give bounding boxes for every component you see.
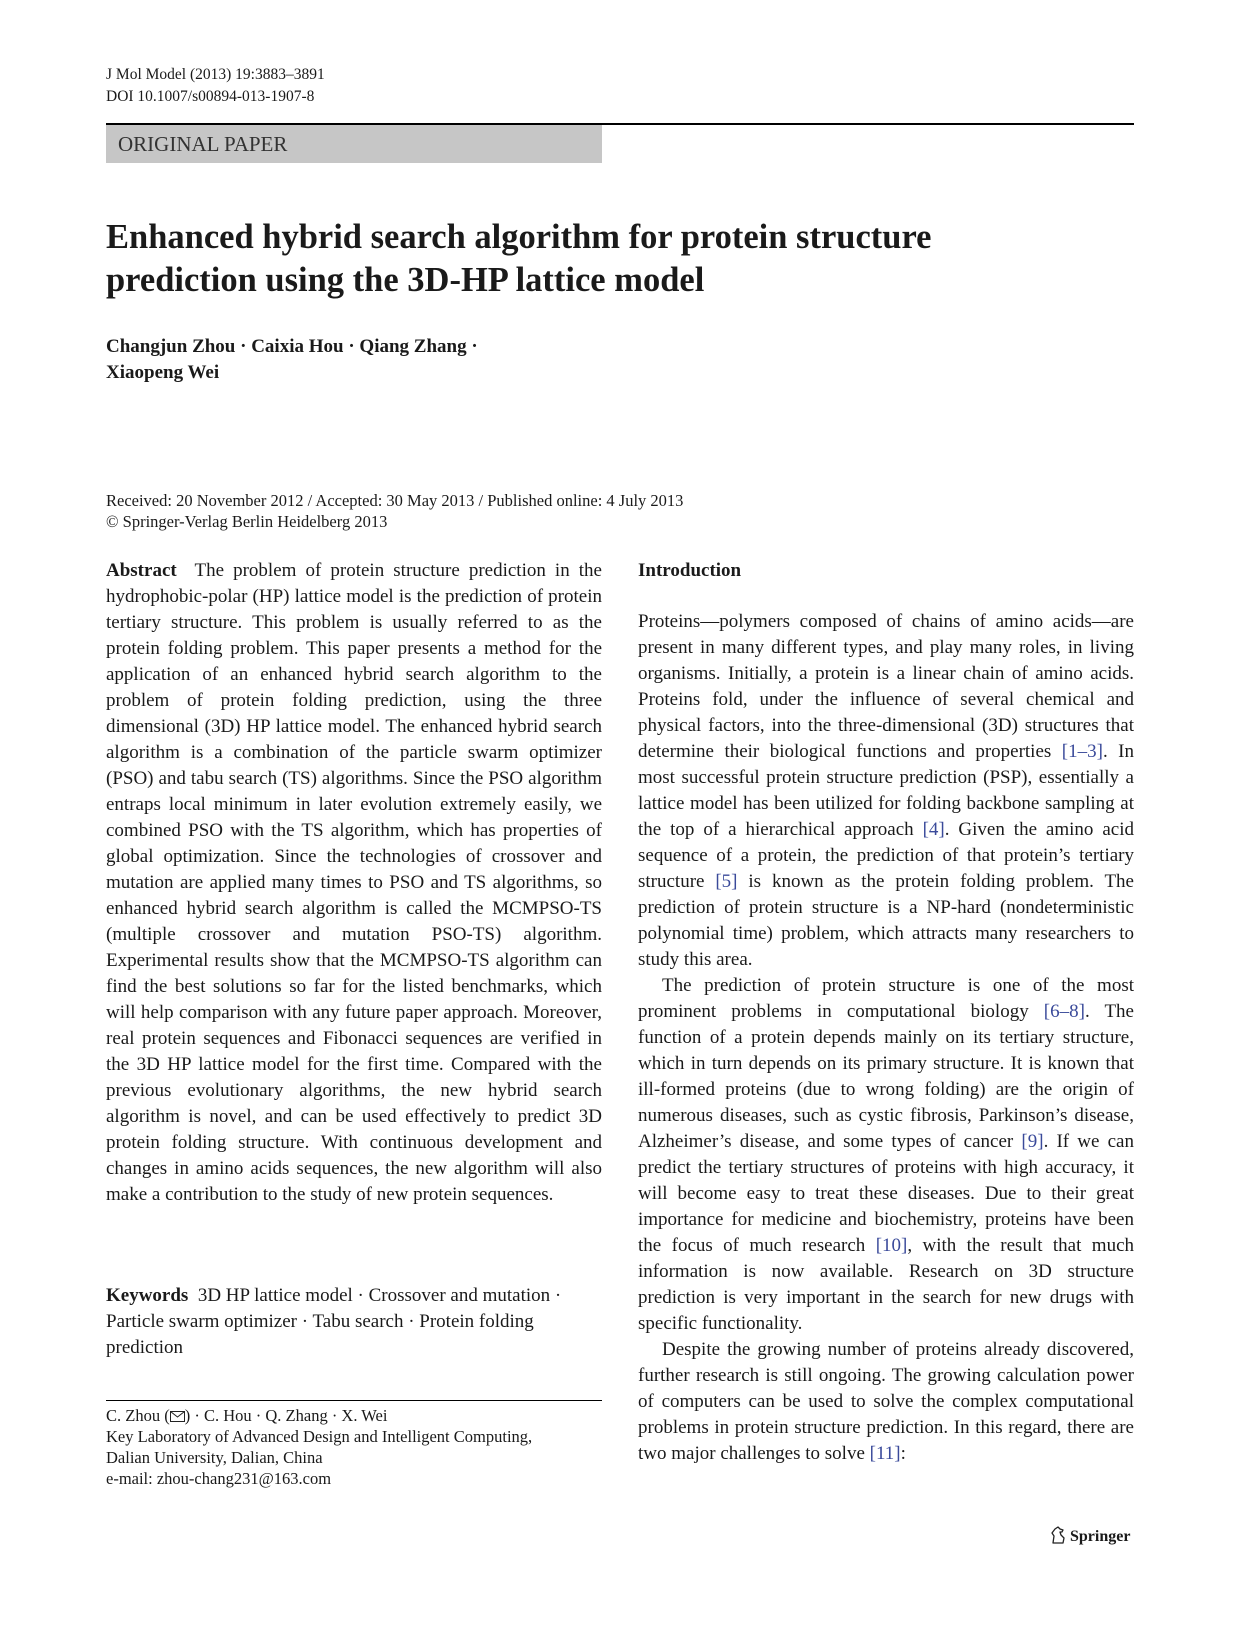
author-list [106,334,626,386]
intro-paragraph-1 [638,609,1134,973]
paper-title [106,216,1106,302]
intro-p1-text-c: . Given the amino acid sequence of a protein, the prediction of that protein’s tertiary structure [638,819,1134,892]
envelope-icon[interactable] [170,1406,185,1425]
publication-dates [106,490,1006,532]
intro-p2-text-c: . If we can predict the tertiary structures of proteins with high accuracy, it will become easy to treat these diseases. Due to their great importance for medicine and biochemistry, proteins have been the focus of much research [638,1131,1134,1256]
keywords-line-2: Particle swarm optimizer · Tabu search · Protein folding [106,1311,534,1332]
journal-info [106,64,325,108]
keywords-label: Keywords [106,1285,189,1306]
intro-p2-text-d: , with the result that much information is now available. Research on 3D structure prediction is very important in the search for new drugs with specific functionality. [638,1235,1134,1334]
doi[interactable]: DOI 10.1007/s00894-013-1907-8 [106,88,315,105]
intro-paragraph-2 [638,973,1134,1337]
abstract-text: The problem of protein structure prediction in the hydrophobic-polar (HP) lattice model is the prediction of protein tertiary structure. This problem is usually referred to as the protein folding problem. This paper presents a method for the application of an enhanced hybrid search algorithm to the problem of protein folding prediction, using the three dimensional (3D) HP lattice model. The enhanced hybrid search algorithm is a combination of the particle swarm optimizer (PSO) and tabu search (TS) algorithms. Since the PSO algorithm entraps local minimum in later evolution extremely easily, we combined PSO with the TS algorithm, which has properties of global optimization. Since the technologies of crossover and mutation are applied many times to PSO and TS algorithms, so enhanced hybrid search algorithm is called the MCMPSO-TS (multiple crossover and mutation PSO-TS) algorithm. Experimental results show that the MCMPSO-TS algorithm can find the best solutions so far for the listed benchmarks, which will help comparison with any future paper approach. Moreover, real protein sequences and Fibonacci sequences are verified in the 3D HP lattice model for the first time. Compared with the previous evolutionary algorithms, the new hybrid search algorithm is novel, and can be used effectively to predict 3D protein folding structure. With continuous development and changes in amino acids sequences, the new algorithm will also make a contribution to the study of new protein sequences. [106,560,602,1205]
intro-p3-text-b: : [900,1443,906,1464]
intro-p1-text-b: . In most successful protein structure prediction (PSP), essentially a lattice model has been utilized for folding backbone sampling at the top of a hierarchical approach [638,741,1134,840]
publisher-name: Springer [1070,1528,1131,1545]
journal-citation: J Mol Model (2013) 19:3883–3891 [106,66,325,83]
citation-link[interactable]: [6–8] [1043,1001,1085,1022]
introduction-body [638,609,1134,1467]
intro-p1-text-a: Proteins—polymers composed of chains of amino acids—are present in many different types, and play many roles, in living organisms. Initially, a protein is a linear chain of amino acids. Proteins fold, under the influence of several chemical and physical factors, into the three-dimensional (3D) structures that determine their biological functions and properties [638,611,1134,762]
title-line-2: prediction using the 3D-HP lattice model [106,261,705,299]
affiliation-authors [106,1405,602,1426]
intro-p3-text-a: Despite the growing number of proteins already discovered, further research is still ongoing. The growing calculation power of computers can be used to solve the complex computational problems in protein structure prediction. In this regard, there are two major challenges to solve [638,1339,1134,1464]
citation-link[interactable]: [10] [875,1235,908,1256]
title-line-1: Enhanced hybrid search algorithm for protein structure [106,218,932,256]
author-affiliation [106,1405,602,1489]
citation-link[interactable]: [9] [1021,1131,1044,1152]
intro-paragraph-3 [638,1337,1134,1467]
copyright-notice: © Springer-Verlag Berlin Heidelberg 2013 [106,512,388,531]
authors-line-2: Xiaopeng Wei [106,362,220,383]
authors-line-1: Changjun Zhou · Caixia Hou · Qiang Zhang · [106,336,478,357]
history-dates: Received: 20 November 2012 / Accepted: 30 May 2013 / Published online: 4 July 2013 [106,491,684,510]
section-label: ORIGINAL PAPER [106,125,602,163]
affiliation-lab: Key Laboratory of Advanced Design and Intelligent Computing, [106,1427,533,1446]
affiliation-university: Dalian University, Dalian, China [106,1448,323,1467]
citation-link[interactable]: [5] [715,871,738,892]
intro-p2-text-a: The prediction of protein structure is one of the most prominent problems in computational biology [638,975,1134,1022]
author-email[interactable]: e-mail: zhou-chang231@163.com [106,1469,332,1488]
citation-link[interactable]: [11] [869,1443,901,1464]
citation-link[interactable]: [1–3] [1061,741,1103,762]
keywords-line-1: 3D HP lattice model · Crossover and mutation · [197,1285,562,1306]
affiliation-authors-start: C. Zhou ( [106,1406,170,1425]
footnote-rule [106,1400,602,1401]
intro-p1-text-d: is known as the protein folding problem. The prediction of protein structure is a NP-hard (nondeterministic polynomial time) problem, which attracts many researchers to study this area. [638,871,1134,970]
introduction-heading: Introduction [638,560,742,581]
abstract-label: Abstract [106,560,177,581]
abstract [106,558,602,1208]
affiliation-authors-end: ) · C. Hou · Q. Zhang · X. Wei [184,1406,388,1425]
springer-horse-icon [1050,1528,1070,1545]
citation-link[interactable]: [4] [922,819,945,840]
keywords-line-3: prediction [106,1337,184,1358]
publisher-logo [1050,1526,1130,1548]
intro-p2-text-b: . The function of a protein depends mainly on its tertiary structure, which in turn depends on its primary structure. It is known that ill-formed proteins (due to wrong folding) are the origin of numerous diseases, such as cystic fibrosis, Parkinson’s disease, Alzheimer’s disease, and some types of cancer [638,1001,1134,1152]
keywords [106,1283,602,1361]
